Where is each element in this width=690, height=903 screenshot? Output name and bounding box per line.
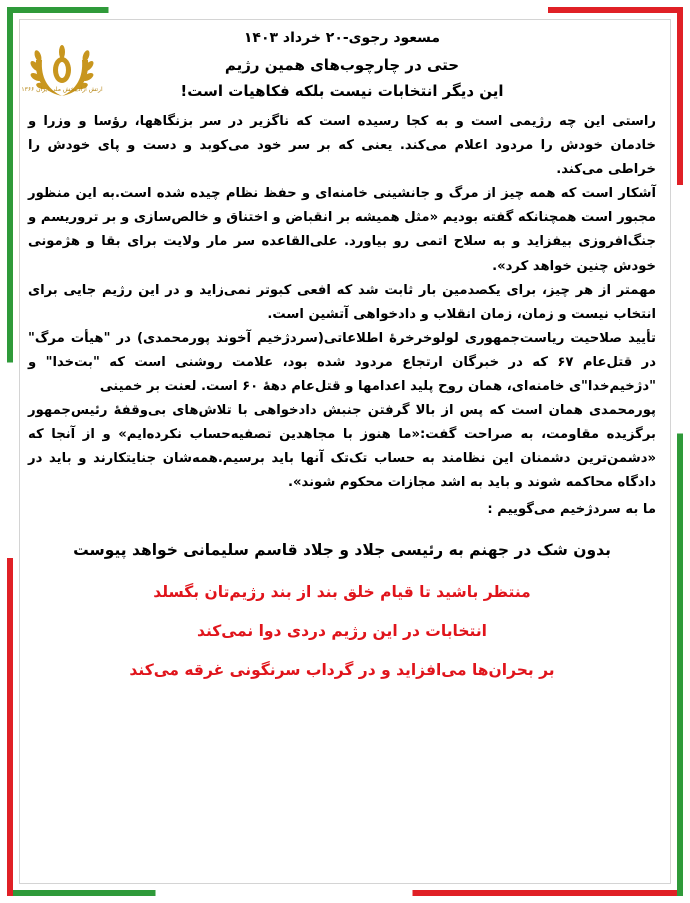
logo-caption: ارتش آزادیبخش ملی ایران ۱۳۶۶ bbox=[21, 86, 103, 93]
red-slogan-1: منتظر باشید تا قیام خلق بند از بند رژیم‌تان بگسلد bbox=[153, 582, 531, 601]
statement-body bbox=[28, 28, 656, 682]
paragraph-4: تأیید صلاحیت ریاست‌جمهوری لولوخرخرهٔ اطلاعاتی(سردژخیم آخوند پورمحمدی) در "هیأت مرگ" در قتل‌عام ۶۷ که در خبرگان ارتجاع مردود شده بود، علامت روشنی است که "بت‌خدا" و "دژخیم‌خدا"ی خامنه‌ای، همان روح پلید اعدامها و قتل‌عام دههٔ ۶۰ است. لعنت بر خمینی bbox=[28, 330, 656, 395]
frame-top-stripe bbox=[7, 7, 683, 13]
paragraph-1: راستی این چه رژیمی است و به کجا رسیده است که ناگزیر در سر بزنگاهها، رؤسا و وزرا و خادمان خودش را مردود اعلام می‌کند. یعنی که بر سر خود می‌کوبد و دست و پای خودش را خراطی می‌کند. bbox=[28, 114, 656, 178]
frame-left-stripe bbox=[7, 7, 13, 896]
paragraph-5: پورمحمدی همان است که پس از بالا گرفتن جنبش دادخواهی با تلاش‌های بی‌وقفهٔ رئیس‌جمهور برگزیده مقاومت، به صراحت گفت:«ما هنوز با مجاهدین تصفیه‌حساب نکرده‌ایم» و از آنجا که «دشمن‌ترین دشمنان این نظامند به حساب تک‌تک آنها باید برسیم.همه‌شان جنایتکارند و باید در دادگاه محاکمه شوند و باید به اشد مجازات محکوم شوند». bbox=[28, 403, 656, 491]
paragraph-3: مهمتر از هر چیز، برای یکصدمین بار ثابت شد که افعی کبوتر نمی‌زاید و در این رژیم جایی برای انتخاب نیست و زمان، زمان انقلاب و دادخواهی آتشین است. bbox=[28, 282, 656, 322]
frame-bottom-stripe bbox=[7, 890, 683, 896]
title-line-1: حتی در چارچوب‌های همین رژیم bbox=[224, 56, 460, 74]
red-slogan-3: بر بحران‌ها می‌افزاید و در گرداب سرنگونی غرقه می‌کند bbox=[129, 660, 555, 679]
red-slogan-2: انتخابات در این رژیم دردی دوا نمی‌کند bbox=[197, 621, 487, 640]
title-line-2: این دیگر انتخابات نیست بلکه فکاهیات است! bbox=[180, 82, 504, 100]
closing-label: ما به سردژخیم می‌گوییم : bbox=[487, 501, 656, 517]
frame-right-stripe bbox=[677, 7, 683, 896]
black-slogan: بدون شک در جهنم به رئیسی جلاد و جلاد قاسم سلیمانی خواهد پیوست bbox=[73, 540, 611, 559]
date-line: مسعود رجوی-۲۰ خرداد ۱۴۰۳ bbox=[243, 30, 441, 46]
paragraph-2: آشکار است که همه چیز از مرگ و جانشینی خامنه‌ای و حفظ نظام چیده شده است.به این منظور مجبور است همچنانکه گفته بودیم «مثل همیشه بر انقباض و اختناق و خالص‌سازی و بر تروریسم و جنگ‌افروزی بیفزاید و به سلاح اتمی رو بیاورد. علی‌القاعده سر مار ولایت برای بقا و هژمونی خودش چنین خواهد کرد». bbox=[28, 186, 656, 274]
